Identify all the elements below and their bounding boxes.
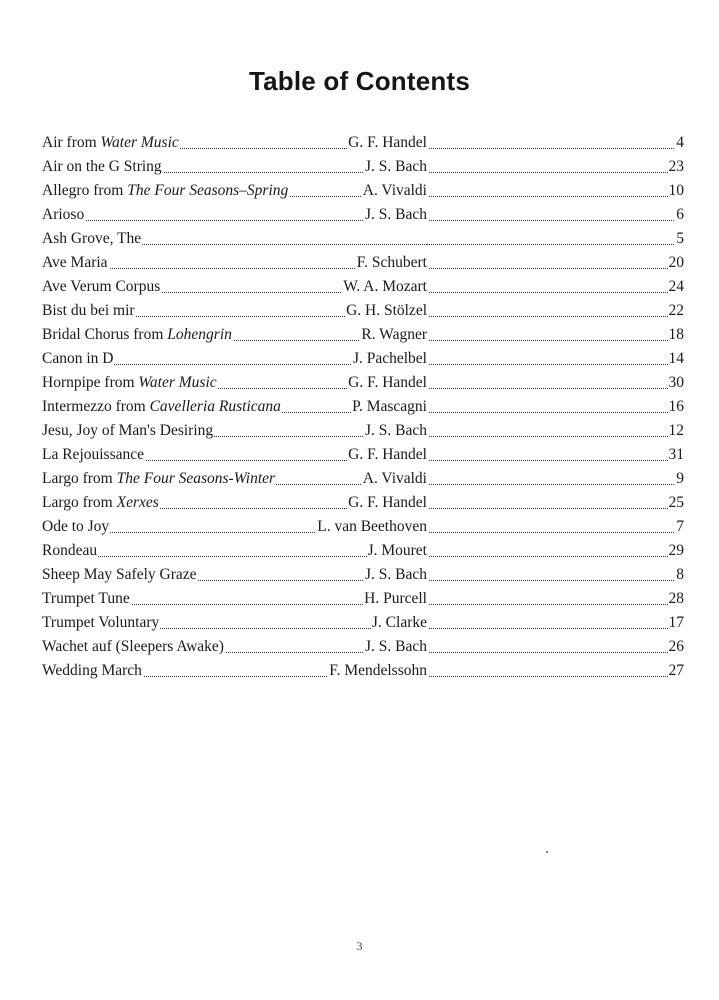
toc-entry	[42, 395, 684, 419]
toc-entry	[42, 251, 684, 275]
entry-composer: G. H. Stölzel	[345, 299, 428, 323]
entry-title	[42, 179, 289, 203]
entry-title	[42, 659, 143, 683]
entry-composer: A. Vivaldi	[362, 179, 428, 203]
entry-title-text: Trumpet Tune	[42, 590, 130, 607]
entry-composer: G. F. Handel	[347, 371, 428, 395]
dot-leader	[427, 388, 684, 389]
entry-title-italic: Lohengrin	[167, 326, 232, 343]
dot-leader	[427, 652, 684, 653]
entry-composer: J. Clarke	[371, 611, 428, 635]
toc-entry	[42, 467, 684, 491]
entry-title-text: Ave Verum Corpus	[42, 278, 161, 295]
entry-title-text: Ode to Joy	[42, 518, 110, 535]
entry-page: 12	[668, 419, 685, 443]
entry-page: 14	[668, 347, 685, 371]
entry-page: 24	[668, 275, 685, 299]
dot-leader	[427, 508, 684, 509]
entry-title	[42, 587, 131, 611]
entry-page: 23	[668, 155, 685, 179]
entry-composer: J. S. Bach	[364, 635, 428, 659]
entry-title	[42, 275, 161, 299]
entry-title	[42, 323, 233, 347]
entry-title-italic: The Four Seasons-Winter	[116, 470, 276, 487]
dot-leader	[427, 292, 684, 293]
entry-composer: J. S. Bach	[364, 203, 428, 227]
entry-title-text: Sheep May Safely Graze	[42, 566, 197, 583]
entry-title	[42, 635, 225, 659]
dot-leader	[427, 580, 684, 581]
entry-composer: H. Purcell	[363, 587, 428, 611]
entry-page: 27	[668, 659, 685, 683]
entry-title-italic: The Four Seasons–Spring	[127, 182, 289, 199]
dot-leader	[427, 676, 684, 677]
toc-entry	[42, 611, 684, 635]
entry-composer: J. S. Bach	[364, 419, 428, 443]
entry-composer: W. A. Mozart	[342, 275, 428, 299]
entry-title-text: Air from	[42, 134, 101, 151]
toc-entry	[42, 227, 684, 251]
entry-title-italic: Water Music	[138, 374, 217, 391]
dot-leader	[427, 460, 684, 461]
dot-leader	[427, 532, 684, 533]
scan-speck	[546, 851, 548, 853]
entry-title	[42, 539, 98, 563]
entry-page: 16	[668, 395, 685, 419]
toc-entry	[42, 131, 684, 155]
entry-title-italic: Water Music	[100, 134, 179, 151]
dot-leader	[427, 604, 684, 605]
entry-title-text: Jesu, Joy of Man's Desiring	[42, 422, 214, 439]
toc-entry	[42, 299, 684, 323]
entry-title-text: La Rejouissance	[42, 446, 145, 463]
entry-title	[42, 203, 85, 227]
entry-title-text: Hornpipe from	[42, 374, 139, 391]
entry-page: 25	[668, 491, 685, 515]
entry-title-text: Bridal Chorus from	[42, 326, 168, 343]
entry-title-text: Wedding March	[42, 662, 142, 679]
entry-title	[42, 611, 160, 635]
dot-leader	[427, 364, 684, 365]
dot-leader	[427, 436, 684, 437]
toc-entry	[42, 371, 684, 395]
entry-page: 29	[668, 539, 685, 563]
entry-page: 6	[675, 203, 684, 227]
dot-leader	[427, 244, 684, 245]
entry-title-italic: Xerxes	[116, 494, 159, 511]
entry-composer: F. Schubert	[356, 251, 428, 275]
entry-composer: G. F. Handel	[347, 491, 428, 515]
entry-page: 26	[668, 635, 685, 659]
entry-composer: A. Vivaldi	[362, 467, 428, 491]
entry-title-text: Intermezzo from	[42, 398, 150, 415]
entry-title	[42, 251, 109, 275]
entry-title-text: Bist du bei mir	[42, 302, 135, 319]
entry-page: 31	[668, 443, 685, 467]
entry-title	[42, 227, 142, 251]
entry-composer: P. Mascagni	[351, 395, 428, 419]
entry-title	[42, 131, 180, 155]
entry-page: 8	[675, 563, 684, 587]
entry-title-text: Allegro from	[42, 182, 128, 199]
entry-title-text: Arioso	[42, 206, 85, 223]
dot-leader	[427, 196, 684, 197]
entry-composer: F. Mendelssohn	[328, 659, 428, 683]
table-of-contents	[42, 131, 684, 683]
toc-entry	[42, 539, 684, 563]
dot-leader	[427, 628, 684, 629]
dot-leader	[427, 268, 684, 269]
entry-page: 10	[668, 179, 685, 203]
entry-page: 17	[668, 611, 685, 635]
entry-page: 7	[675, 515, 684, 539]
entry-composer: L. van Beethoven	[316, 515, 428, 539]
dot-leader	[427, 412, 684, 413]
entry-page: 20	[668, 251, 685, 275]
toc-entry	[42, 587, 684, 611]
entry-composer: J. S. Bach	[364, 155, 428, 179]
entry-title-text: Largo from	[42, 470, 117, 487]
dot-leader	[427, 556, 684, 557]
entry-page: 30	[668, 371, 685, 395]
entry-page: 4	[675, 131, 684, 155]
page-number: 3	[356, 939, 363, 953]
entry-page: 22	[668, 299, 685, 323]
entry-title-text: Air on the G String	[42, 158, 162, 175]
toc-entry	[42, 443, 684, 467]
entry-title	[42, 299, 136, 323]
toc-entry	[42, 179, 684, 203]
toc-entry	[42, 515, 684, 539]
entry-composer: G. F. Handel	[347, 131, 428, 155]
entry-composer: G. F. Handel	[347, 443, 428, 467]
entry-title-italic: Cavelleria Rusticana	[149, 398, 281, 415]
toc-entry	[42, 323, 684, 347]
toc-entry	[42, 635, 684, 659]
entry-title	[42, 419, 214, 443]
dot-leader	[427, 484, 684, 485]
toc-entry	[42, 347, 684, 371]
entry-title-text: Ash Grove, The	[42, 230, 142, 247]
toc-entry	[42, 563, 684, 587]
page-title: Table of Contents	[248, 66, 471, 96]
entry-title-text: Wachet auf (Sleepers Awake)	[42, 638, 224, 655]
entry-title-text: Ave Maria	[42, 254, 108, 271]
entry-composer: R. Wagner	[360, 323, 428, 347]
dot-leader	[427, 220, 684, 221]
entry-composer: J. Mouret	[367, 539, 428, 563]
entry-title	[42, 371, 218, 395]
entry-page: 5	[675, 227, 684, 251]
toc-entry	[42, 659, 684, 683]
entry-title-text: Canon in D	[42, 350, 114, 367]
dot-leader	[427, 148, 684, 149]
toc-entry	[42, 155, 684, 179]
entry-title-text: Trumpet Voluntary	[42, 614, 160, 631]
dot-leader	[427, 316, 684, 317]
entry-title-text: Rondeau	[42, 542, 98, 559]
toc-entry	[42, 275, 684, 299]
entry-title	[42, 467, 276, 491]
toc-entry	[42, 203, 684, 227]
dot-leader	[427, 340, 684, 341]
entry-title	[42, 515, 110, 539]
entry-page: 9	[675, 467, 684, 491]
entry-title	[42, 395, 282, 419]
entry-composer: J. Pachelbel	[352, 347, 428, 371]
entry-page: 18	[668, 323, 685, 347]
entry-title-text: Largo from	[42, 494, 117, 511]
entry-title	[42, 155, 163, 179]
entry-title	[42, 443, 145, 467]
toc-entry	[42, 491, 684, 515]
entry-title	[42, 563, 198, 587]
entry-composer: J. S. Bach	[364, 563, 428, 587]
dot-leader	[427, 172, 684, 173]
entry-title	[42, 491, 160, 515]
entry-title	[42, 347, 114, 371]
entry-page: 28	[668, 587, 685, 611]
toc-entry	[42, 419, 684, 443]
